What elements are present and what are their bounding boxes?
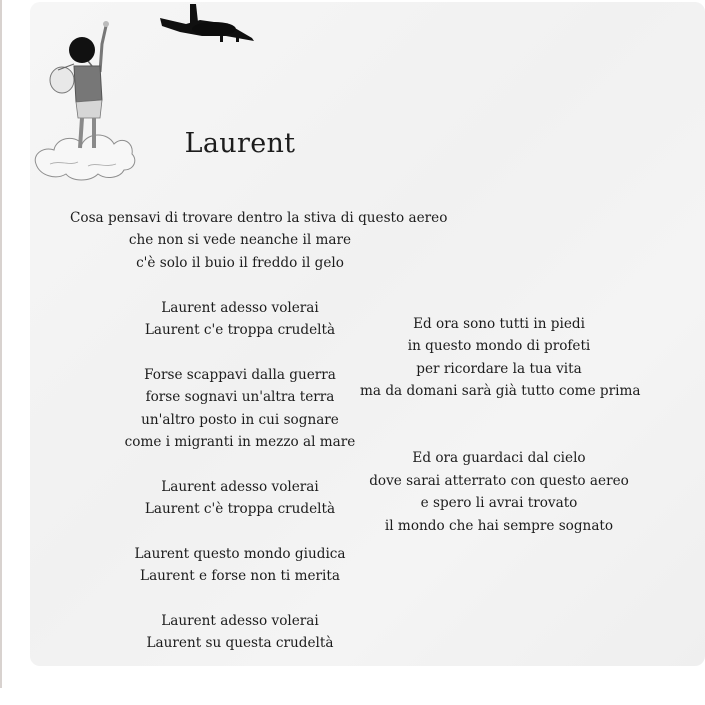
boy-on-cloud-icon — [30, 14, 140, 186]
verse-line: un'altro posto in cui sognare — [141, 411, 339, 428]
verse-line: Laurent c'e troppa crudeltà — [144, 321, 336, 338]
verse-line: Laurent adesso volerai — [161, 299, 319, 316]
verse-line: Laurent c'è troppa crudeltà — [144, 501, 336, 518]
verse-line: Ed ora guardaci dal cielo — [412, 450, 586, 467]
verse-line: forse sognavi un'altra terra — [145, 389, 335, 406]
verse-line: c'è solo il buio il freddo il gelo — [136, 254, 344, 271]
verse-line: Laurent questo mondo giudica — [134, 545, 346, 562]
verse-line: Ed ora sono tutti in piedi — [413, 316, 585, 332]
page-edge — [0, 0, 2, 688]
verse-line: ma da domani sarà già tutto come prima — [360, 383, 641, 400]
verse-line: Cosa pensavi di trovare dentro la stiva di questo aereo — [70, 210, 448, 226]
verse-line: il mondo che hai sempre sognato — [384, 517, 614, 534]
verse-line: dove sarai atterrato con questo aereo — [369, 472, 629, 489]
verse-line: e spero li avrai trovato — [420, 495, 578, 512]
verse-line: Forse scappavi dalla guerra — [144, 366, 336, 383]
verse-line: Laurent adesso volerai — [161, 478, 319, 495]
verse-line: come i migranti in mezzo al mare — [124, 433, 356, 450]
verse-line: che non si vede neanche il mare — [128, 232, 352, 249]
verse-line: in questo mondo di profeti — [407, 338, 591, 355]
verse-line: Laurent su questa crudeltà — [146, 635, 334, 652]
poem-title: Laurent — [184, 128, 296, 159]
verse-line: Laurent e forse non ti merita — [140, 568, 340, 585]
airplane-icon — [156, 2, 260, 44]
verse-line: Laurent adesso volerai — [161, 613, 319, 630]
right-verse-column — [360, 313, 641, 537]
left-verse-column — [70, 207, 448, 655]
verse-line: per ricordare la tua vita — [416, 360, 582, 377]
